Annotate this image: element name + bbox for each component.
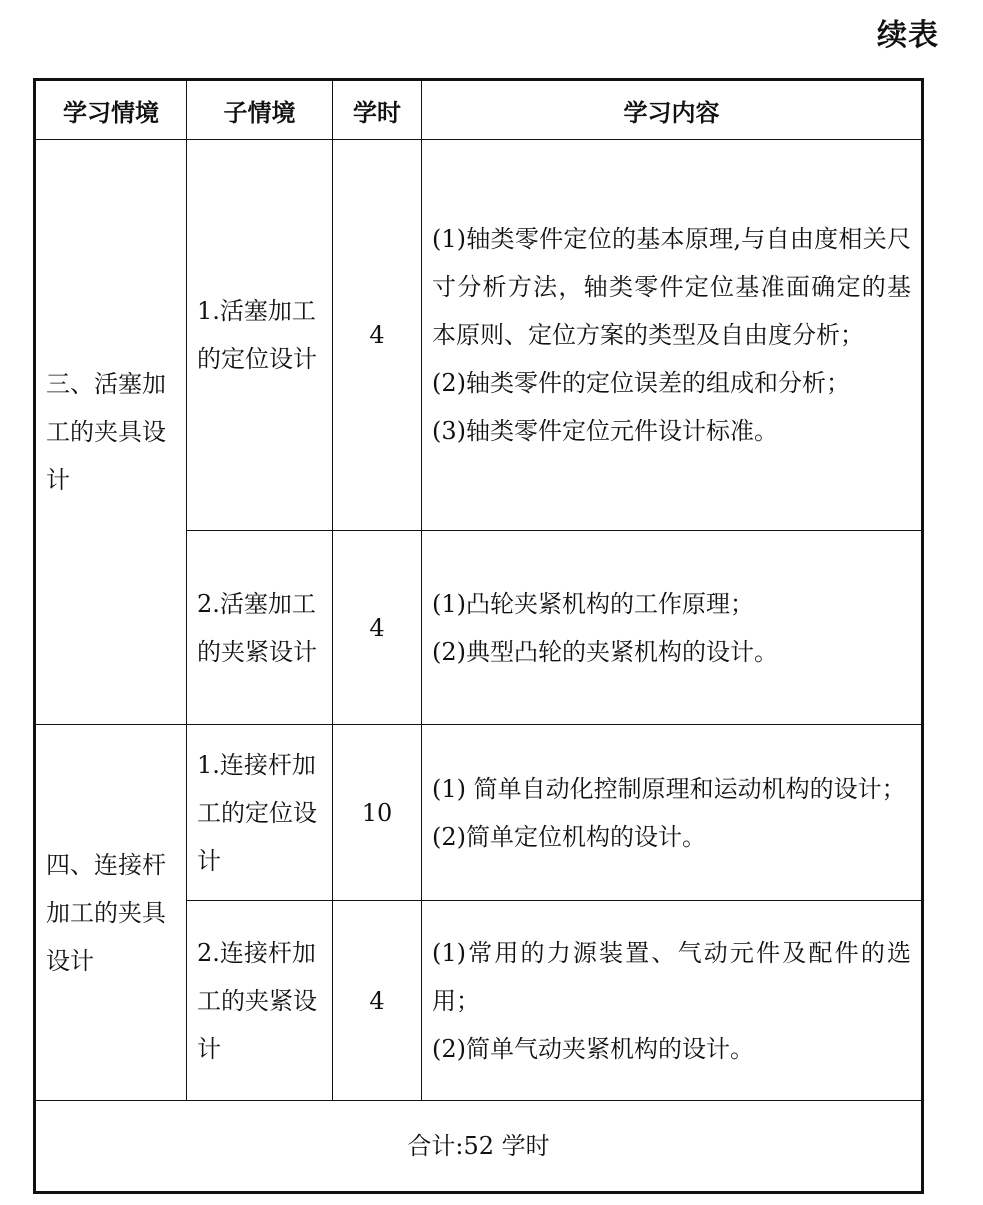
content-cell <box>422 901 923 1101</box>
hours-cell: 4 <box>333 901 422 1101</box>
subtopic-cell: 1.活塞加工的定位设计 <box>187 140 333 531</box>
column-header-subtopic: 子情境 <box>187 80 333 140</box>
content-line: (2)轴类零件的定位误差的组成和分析； <box>432 369 850 397</box>
content-line: (2)典型凸轮的夹紧机构的设计。 <box>432 637 778 666</box>
column-header-hours: 学时 <box>333 80 422 140</box>
column-header-content: 学习内容 <box>422 80 923 140</box>
page-title: 续表 <box>877 18 939 53</box>
table-header-row <box>35 80 923 140</box>
content-line: (1)凸轮夹紧机构的工作原理； <box>432 589 754 618</box>
topic-cell: 三、活塞加工的夹具设计 <box>35 140 187 725</box>
content-line: (2)简单定位机构的设计。 <box>432 822 706 851</box>
table-row <box>35 140 923 531</box>
content-line: (1) 简单自动化控制原理和运动机构的设计； <box>432 774 906 803</box>
content-cell <box>422 531 923 725</box>
hours-cell: 4 <box>333 140 422 531</box>
subtopic-cell: 2.活塞加工的夹紧设计 <box>187 531 333 725</box>
total-row <box>35 1101 923 1193</box>
hours-cell: 4 <box>333 531 422 725</box>
content-line: (1)常用的力源装置、气动元件及配件的选用； <box>432 938 911 1015</box>
content-line: (1)轴类零件定位的基本原理,与自由度相关尺寸分析方法，轴类零件定位基准面确定的基本原则、定位方案的类型及自由度分析； <box>432 225 911 349</box>
total-cell: 合计:52 学时 <box>35 1101 923 1193</box>
table-row <box>35 725 923 901</box>
curriculum-table <box>33 78 924 1194</box>
topic-cell: 四、连接杆加工的夹具设计 <box>35 725 187 1101</box>
content-cell <box>422 140 923 531</box>
hours-cell: 10 <box>333 725 422 901</box>
subtopic-cell: 1.连接杆加工的定位设计 <box>187 725 333 901</box>
content-line: (3)轴类零件定位元件设计标准。 <box>432 417 778 445</box>
content-line: (2)简单气动夹紧机构的设计。 <box>432 1034 754 1063</box>
column-header-topic: 学习情境 <box>35 80 187 140</box>
subtopic-cell: 2.连接杆加工的夹紧设计 <box>187 901 333 1101</box>
content-cell <box>422 725 923 901</box>
